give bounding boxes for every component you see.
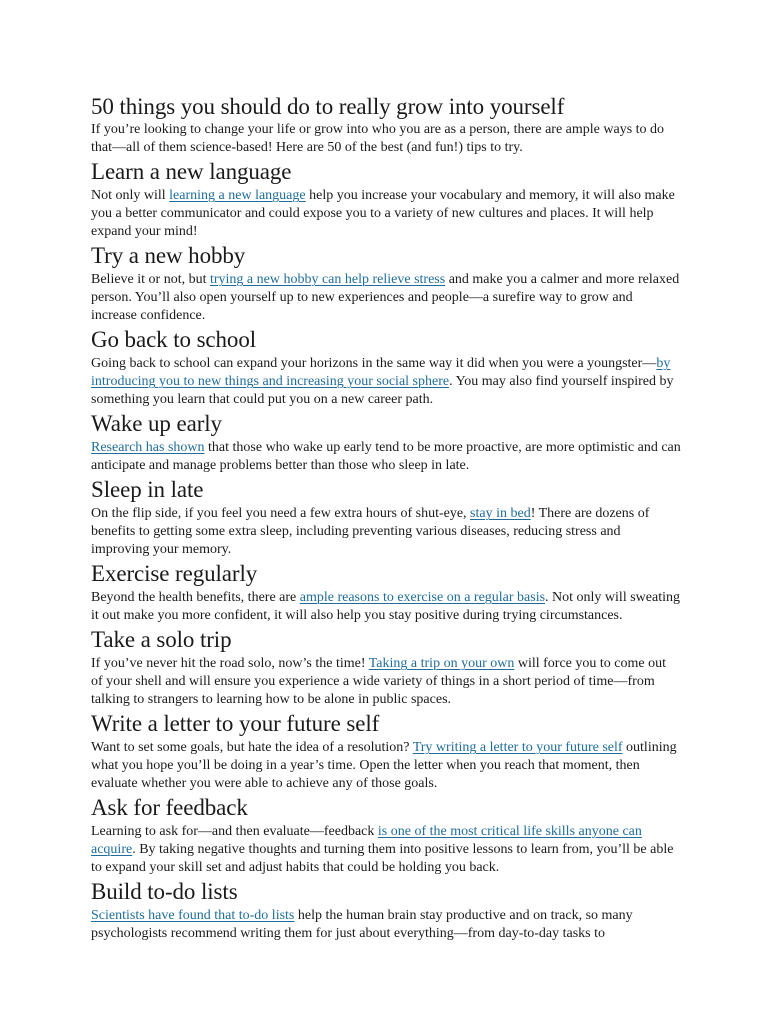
- section-body: [91, 355, 681, 409]
- document-page: [91, 93, 681, 945]
- section-back-to-school: [91, 327, 681, 409]
- body-text: On the flip side, if you feel you need a few extra hours of shut-eye,: [91, 506, 471, 521]
- body-text: . Not only will sweating it out make you more confident, it will also help you stay positive during trying circumstances.: [91, 590, 680, 623]
- section-body: [91, 739, 681, 793]
- section-letter-future-self: [91, 711, 681, 793]
- body-text: Want to set some goals, but hate the idea of a resolution?: [91, 740, 413, 755]
- section-sleep-in-late: [91, 477, 681, 559]
- body-text: help the human brain stay productive and on track, so many psychologists recommend writing them for just about everything—from day-to-day tasks to: [91, 908, 633, 941]
- section-heading: Build to-do lists: [91, 879, 238, 904]
- body-text: and make you a calmer and more relaxed person. You’ll also open yourself up to new experiences and people—a surefire way to grow and increase confidence.: [91, 272, 680, 323]
- body-text: will force you to come out of your shell and will ensure you experience a wide variety of things in a short period of time—from talking to strangers to learning how to be alone in public spaces.: [91, 656, 666, 707]
- section-body: [91, 907, 681, 943]
- section-body: [91, 589, 681, 625]
- section-heading: Try a new hobby: [91, 243, 246, 268]
- inline-link[interactable]: trying a new hobby can help relieve stress: [209, 272, 446, 287]
- section-solo-trip: [91, 627, 681, 709]
- inline-link[interactable]: is one of the most critical life skills anyone can acquire: [91, 824, 642, 857]
- section-todo-lists: [91, 879, 681, 943]
- inline-link[interactable]: Try writing a letter to your future self: [412, 740, 623, 755]
- body-text: Believe it or not, but: [91, 272, 210, 287]
- body-text: Not only will: [91, 188, 170, 203]
- inline-link[interactable]: stay in bed: [470, 506, 531, 521]
- section-body: [91, 823, 681, 877]
- section-exercise-regularly: [91, 561, 681, 625]
- section-ask-feedback: [91, 795, 681, 877]
- inline-link[interactable]: ample reasons to exercise on a regular basis: [299, 590, 546, 605]
- section-body: [91, 655, 681, 709]
- section-wake-up-early: [91, 411, 681, 475]
- section-body: [91, 505, 681, 559]
- section-heading: Exercise regularly: [91, 561, 258, 586]
- section-heading: Take a solo trip: [91, 627, 232, 652]
- body-text: Going back to school can expand your horizons in the same way it did when you were a youngster—: [91, 356, 657, 371]
- body-text: If you’ve never hit the road solo, now’s the time!: [91, 656, 369, 671]
- section-heading: Learn a new language: [91, 159, 292, 184]
- section-new-hobby: [91, 243, 681, 325]
- body-text: that those who wake up early tend to be more proactive, are more optimistic and can anticipate and manage problems better than those who sleep in late.: [91, 440, 681, 473]
- inline-link[interactable]: Taking a trip on your own: [368, 656, 515, 671]
- body-text: Beyond the health benefits, there are: [91, 590, 300, 605]
- inline-link[interactable]: Scientists have found that to-do lists: [91, 908, 295, 923]
- body-text: . By taking negative thoughts and turning them into positive lessons to learn from, you’ll be able to expand your skill set and adjust habits that could be holding you back.: [91, 842, 674, 875]
- section-heading: Sleep in late: [91, 477, 204, 502]
- section-heading: Go back to school: [91, 327, 257, 352]
- body-text: ! There are dozens of benefits to getting some extra sleep, including preventing various diseases, reducing stress and improving your memory.: [91, 506, 650, 557]
- document-intro: If you’re looking to change your life or grow into who you are as a person, there are ample ways to do that—all of them science-based! Here are 50 of the best (and fun!) tips to try.: [91, 122, 665, 155]
- section-learn-language: [91, 159, 681, 241]
- body-text: outlining what you hope you’ll be doing in a year’s time. Open the letter when you reach that moment, then evaluate whether you were able to achieve any of those goals.: [91, 740, 677, 791]
- section-heading: Ask for feedback: [91, 795, 248, 820]
- body-text: . You may also find yourself inspired by something you learn that could put you on a new career path.: [91, 374, 674, 407]
- section-body: [91, 271, 681, 325]
- section-body: [91, 187, 681, 241]
- section-heading: Wake up early: [91, 411, 222, 436]
- section-body: [91, 439, 681, 475]
- document-title: 50 things you should do to really grow into yourself: [91, 94, 565, 119]
- body-text: Learning to ask for—and then evaluate—feedback: [91, 824, 378, 839]
- inline-link[interactable]: by introducing you to new things and increasing your social sphere: [91, 356, 671, 389]
- body-text: help you increase your vocabulary and memory, it will also make you a better communicator and could expose you to a variety of new cultures and places. It will help expand your mind!: [91, 188, 675, 239]
- inline-link[interactable]: learning a new language: [169, 188, 306, 203]
- section-heading: Write a letter to your future self: [91, 711, 380, 736]
- inline-link[interactable]: Research has shown: [91, 440, 205, 455]
